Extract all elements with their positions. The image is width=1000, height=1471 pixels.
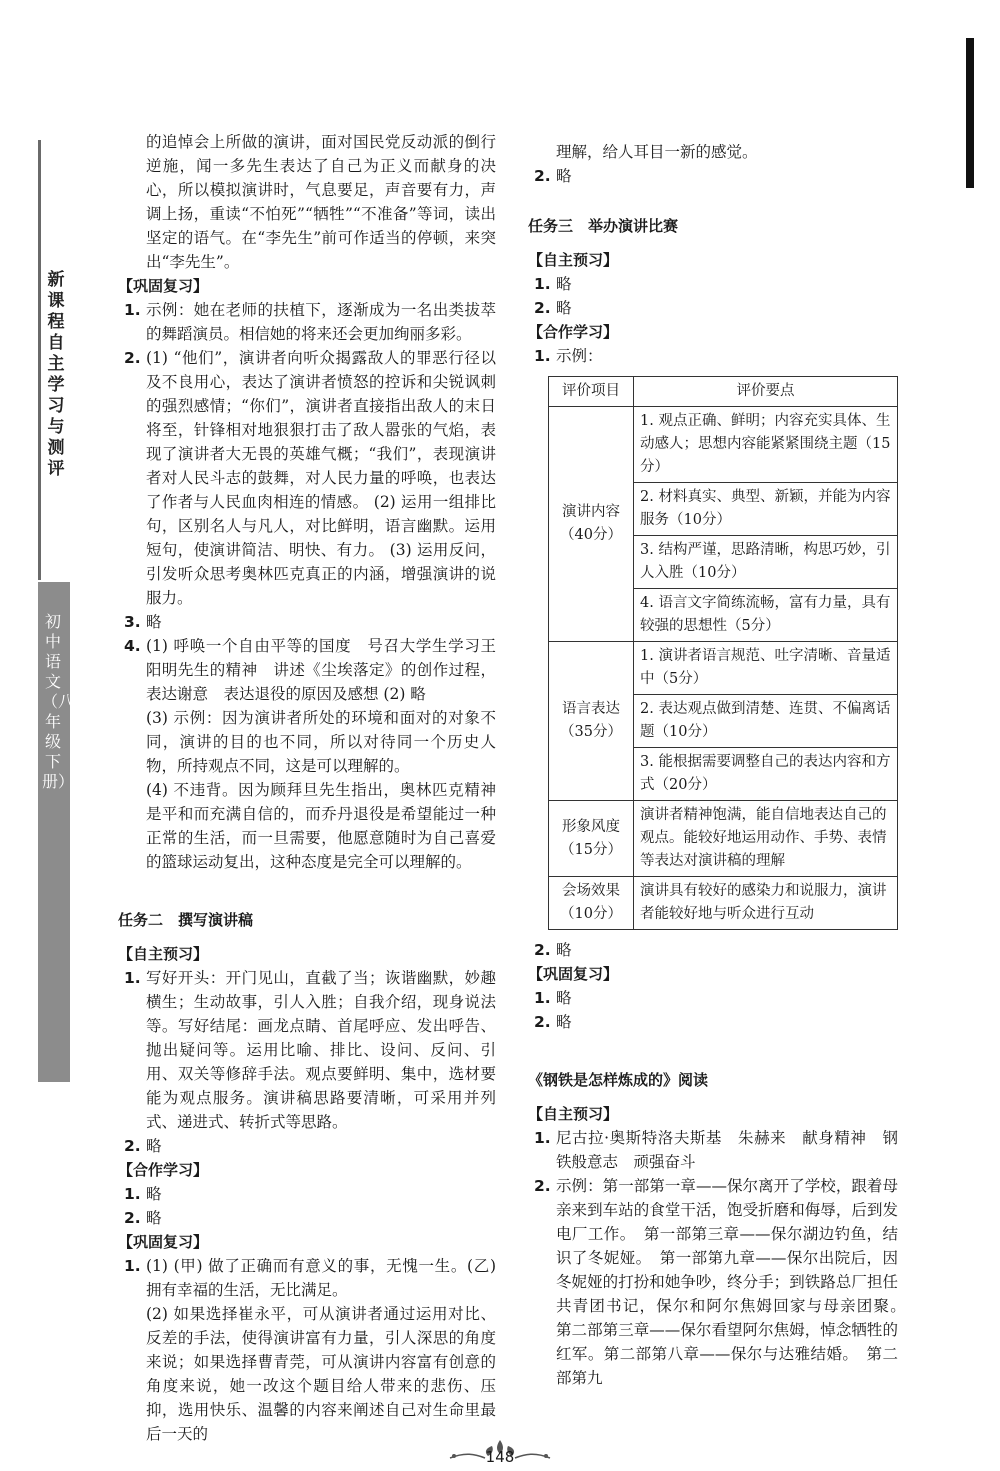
table-cell: 4. 语言文字简练流畅，富有力量，具有较强的思想性（5分） <box>634 589 898 642</box>
list-item <box>528 986 898 1010</box>
table-row <box>549 642 898 695</box>
item-continuation: (4) 不违背。因为顾拜旦先生指出，奥林匹克精神是平和而充满自信的，而乔丹退役是希望能过一种正常的生活，而一旦需要，他愿意随时为自己喜爱的篮球运动复出，这种态度是完全可以理解的。 <box>146 781 496 871</box>
list-item <box>118 346 496 610</box>
task3-preview-heading: 【自主预习】 <box>528 251 619 269</box>
task3-review-heading: 【巩固复习】 <box>528 965 619 983</box>
item-text: 略 <box>556 167 572 185</box>
page-number: 148 <box>485 1448 515 1466</box>
list-item <box>118 298 496 346</box>
item-number: 1. <box>124 969 141 987</box>
task2-title: 任务二 撰写演讲稿 <box>118 911 254 929</box>
review-heading: 【巩固复习】 <box>118 277 209 295</box>
page-footer <box>440 1436 560 1466</box>
item-continuation: (2) 如果选择崔永平，可从演讲者通过运用对比、反差的手法，使得演讲富有力量，引人深思的角度来说；如果选择曹青莞，可从演讲内容富有创意的角度来说，她一改这个题目给人带来的悲伤、压抑，选用快乐、温馨的内容来阐述自己对生命里最后一天的 <box>146 1305 496 1443</box>
item-text: 略 <box>556 1013 572 1031</box>
item-number: 2. <box>534 299 551 317</box>
item-number: 2. <box>534 1013 551 1031</box>
table-category: 演讲内容（40分） <box>549 407 634 642</box>
list-item <box>118 1206 496 1230</box>
list-item <box>528 296 898 320</box>
side-strip-subject <box>38 582 75 1082</box>
table-cell: 2. 材料真实、典型、新颖，并能为内容服务（10分） <box>634 483 898 536</box>
list-item <box>528 344 898 368</box>
item-number: 1. <box>124 1257 141 1275</box>
list-item <box>528 938 898 962</box>
task3-coop-heading: 【合作学习】 <box>528 323 619 341</box>
table-cell: 演讲者精神饱满，能自信地表达自己的观点。能较好地运用动作、手势、表情等表达对演讲稿的理解 <box>634 801 898 877</box>
list-item <box>118 1254 496 1302</box>
item-number: 2. <box>124 1137 141 1155</box>
list-item <box>118 966 496 1134</box>
item-text: 示例：她在老师的扶植下，逐渐成为一名出类拔萃的舞蹈演员。相信她的将来还会更加绚丽多彩。 <box>146 301 496 343</box>
item-number: 1. <box>124 301 141 319</box>
task2-coop-heading: 【合作学习】 <box>118 1161 209 1179</box>
right-column <box>528 140 914 1390</box>
item-number: 2. <box>124 349 141 367</box>
item-number: 2. <box>534 167 551 185</box>
item-number: 1. <box>534 347 551 365</box>
item-text: 示例： <box>556 347 603 365</box>
item-text: 略 <box>556 275 572 293</box>
list-item <box>528 1126 898 1174</box>
table-cell: 2. 表达观点做到清楚、连贯、不偏离话题（10分） <box>634 695 898 748</box>
subject-label: 初中语文（八年级下册） <box>42 612 75 791</box>
table-cell: 演讲具有较好的感染力和说服力，演讲者能较好地与听众进行互动 <box>634 877 898 930</box>
list-item <box>118 634 496 706</box>
series-label: 新课程自主学习与测评 <box>47 270 65 479</box>
list-item <box>528 1174 914 1390</box>
item-number: 1. <box>534 989 551 1007</box>
side-strip-series <box>38 140 70 580</box>
table-row <box>549 407 898 483</box>
table-category: 会场效果（10分） <box>549 877 634 930</box>
item-number: 2. <box>534 1177 551 1195</box>
table-row <box>549 877 898 930</box>
item-text: 略 <box>146 1209 162 1227</box>
table-row <box>549 801 898 877</box>
item-text: 略 <box>556 299 572 317</box>
item-text: (1) “他们”，演讲者向听众揭露敌人的罪恶行径以及不良用心，表达了演讲者愤怒的控诉和尖锐讽刺的强烈感情；“你们”，演讲者直接指出敌人的末日将至，针锋相对地狠狠打击了敌人嚣张的气焰，表现了演讲者大无畏的英雄气概；“我们”，表现演讲者对人民斗志的鼓舞，对人民力量的呼唤，也表达了作者与人民血肉相连的情感。 (2) 运用一组排比句，区别名人与凡人，对比鲜明，语言幽默。运用短句，使演讲简洁、明快、有力。 (3) 运用反问，引发听众思考奥林匹克真正的内涵，增强演讲的说服力。 <box>146 349 496 607</box>
left-column <box>118 130 496 1446</box>
item-text: 略 <box>556 989 572 1007</box>
task2-review-heading: 【巩固复习】 <box>118 1233 209 1251</box>
table-cell: 3. 能根据需要调整自己的表达内容和方式（20分） <box>634 748 898 801</box>
list-item <box>118 610 496 634</box>
list-item <box>528 272 898 296</box>
item-text: 示例：第一部第一章——保尔离开了学校，跟着母亲来到车站的食堂干活，饱受折磨和侮辱，后到发电厂工作。 第一部第三章——保尔湖边钓鱼，结识了冬妮娅。 第一部第九章——保尔出院后，因冬妮娅的打扮和她争吵，终分手；到铁路总厂担任共青团书记，保尔和阿尔焦姆回家与母亲团聚。 第二部第三章——保尔看望阿尔焦姆，悼念牺牲的红军。第二部第八章——保尔与达雅结婚。 第二部第九 <box>556 1177 914 1387</box>
table-cell: 1. 观点正确、鲜明；内容充实具体、生动感人；思想内容能紧紧围绕主题（15分） <box>634 407 898 483</box>
item-text: 略 <box>556 941 572 959</box>
continued-text: 理解，给人耳目一新的感觉。 <box>556 143 758 161</box>
item-text: 略 <box>146 1185 162 1203</box>
item-number: 3. <box>124 613 141 631</box>
item-number: 2. <box>534 941 551 959</box>
item-number: 1. <box>124 1185 141 1203</box>
item-text: 略 <box>146 613 162 631</box>
table-cell: 3. 结构严谨，思路清晰，构思巧妙，引人入胜（10分） <box>634 536 898 589</box>
item-continuation: (3) 示例：因为演讲者所处的环境和面对的对象不同，演讲的目的也不同，所以对待同一个历史人物，所持观点不同，这是可以理解的。 <box>146 709 496 775</box>
corner-mark <box>966 38 974 188</box>
item-text: (1) (甲) 做了正确而有意义的事，无愧一生。(乙) 拥有幸福的生活，无比满足。 <box>146 1257 496 1299</box>
intro-paragraph: 的追悼会上所做的演讲，面对国民党反动派的倒行逆施，闻一多先生表达了自己为正义而献身的决心，所以模拟演讲时，气息要足，声音要有力，声调上扬，重读“不怕死”“牺牲”“不准备”等词，读出坚定的语气。在“李先生”前可作适当的停顿，来突出“李先生”。 <box>146 133 496 271</box>
item-text: 略 <box>146 1137 162 1155</box>
list-item <box>528 1010 898 1034</box>
item-text: 尼古拉·奥斯特洛夫斯基 朱赫来 献身精神 钢铁般意志 顽强奋斗 <box>556 1129 898 1171</box>
table-header: 评价项目 <box>549 377 634 407</box>
reading-preview-heading: 【自主预习】 <box>528 1105 619 1123</box>
item-number: 1. <box>534 275 551 293</box>
table-category: 语言表达（35分） <box>549 642 634 801</box>
item-number: 4. <box>124 637 141 655</box>
table-header-row <box>549 377 898 407</box>
reading-title: 《钢铁是怎样炼成的》阅读 <box>528 1071 709 1089</box>
item-number: 1. <box>534 1129 551 1147</box>
list-item <box>528 164 898 188</box>
table-cell: 1. 演讲者语言规范、吐字清晰、音量适中（5分） <box>634 642 898 695</box>
item-number: 2. <box>124 1209 141 1227</box>
list-item <box>118 1134 496 1158</box>
table-header: 评价要点 <box>634 377 898 407</box>
task2-preview-heading: 【自主预习】 <box>118 945 209 963</box>
task3-title: 任务三 举办演讲比赛 <box>528 217 679 235</box>
item-text: 写好开头：开门见山，直截了当；诙谐幽默，妙趣横生；生动故事，引人入胜；自我介绍，现身说法等。写好结尾：画龙点睛、首尾呼应、发出呼告、抛出疑问等。运用比喻、排比、设问、反问、引用、双关等修辞手法。观点要鲜明、集中，选材要能为观点服务。演讲稿思路要清晰，可采用并列式、递进式、转折式等思路。 <box>146 969 496 1131</box>
item-text: (1) 呼唤一个自由平等的国度 号召大学生学习王阳明先生的精神 讲述《尘埃落定》的创作过程，表达谢意 表达退役的原因及感想 (2) 略 <box>146 637 496 703</box>
table-category: 形象风度（15分） <box>549 801 634 877</box>
list-item <box>118 1182 496 1206</box>
evaluation-table <box>548 376 898 930</box>
